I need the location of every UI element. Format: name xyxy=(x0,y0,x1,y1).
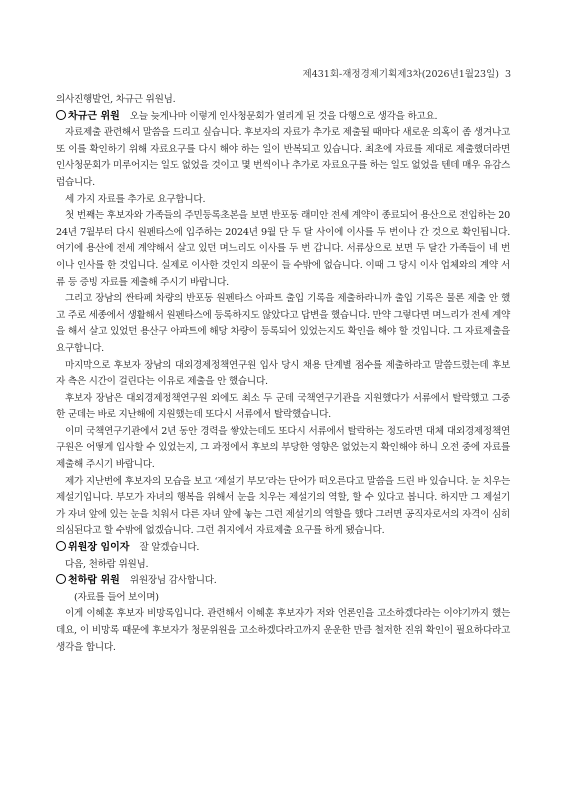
speech-text: 잘 알겠습니다. xyxy=(139,542,200,554)
page-number: 3 xyxy=(504,69,511,80)
paragraph: 의사진행발언, 차규근 위원님. xyxy=(56,94,176,105)
paragraph: 다음, 천하람 위원님. xyxy=(65,558,149,570)
paragraph: 그리고 장남의 싼타페 차량의 반포동 원펜타스 아파트 출입 기록을 제출하라니까 출입 기록은 물론 제출 안 했고 주로 세종에서 생활해서 원펜타스에 등록하지도 않았다고 답변을 했습니다. 만약 그렇다면 며느리가 전세 계약을 해서 살고 있었던 용산구 아파트에 해당 차량이 등록되어 있었는지도 확인을 해야 할 것입니다. 그 자료제출을 요구합니다. xyxy=(56,293,511,354)
speaker-circle-icon xyxy=(56,110,66,120)
paragraph: 이게 이혜훈 후보자 비망록입니다. 관련해서 이혜훈 후보자가 저와 언론인을 고소하겠다라는 이야기까지 했는데요, 이 비망록 때문에 후보자가 청문위원을 고소하겠다라고까지 운운한 만큼 철저한 진위 확인이 필요하다라고 생각을 합니다. xyxy=(56,608,510,653)
stage-direction: (자료를 들어 보이며) xyxy=(74,591,159,603)
speech-block xyxy=(56,109,510,126)
paragraph: 첫 번째는 후보자와 가족들의 주민등록초본을 보면 반포동 래미안 전세 계약이 종료되어 용산으로 전입하는 2024년 7월부터 다시 원펜타스에 입주하는 2024년 9월 단 두 달 사이에 이사를 두 번이나 간 것으로 확인됩니다. 여기에 용산에 전세 계약해서 살고 있던 며느리도 이사를 두 번 갑니다. 서류상으로 보면 두 달간 가족들이 네 번이나 인사를 한 것입니다. 실제로 이사한 것인지 의문이 들 수밖에 없습니다. 이때 그 당시 이사 업체와의 계약 서류 등 증빙 자료를 제출해 주시기 바랍니다. xyxy=(56,210,510,288)
paragraph: 제가 지난번에 후보자의 모습을 보고 ‘제설기 부모’라는 단어가 떠오른다고 말씀을 드린 바 있습니다. 눈 치우는 제설기입니다. 부모가 자녀의 행복을 위해서 눈을 치우는 제설기의 역할, 할 수 있다고 봅니다. 하지만 그 제설기가 자녀 앞에 있는 눈을 치워서 다른 자녀 앞에 놓는 그런 제설기의 역할을 했다 그러면 공직자로서의 자격이 심히 의심된다고 할 수밖에 없겠습니다. 그런 취지에서 자료제출 요구를 하게 됐습니다. xyxy=(56,475,510,537)
page-header xyxy=(303,66,511,80)
transcript-body xyxy=(56,92,510,656)
speech-text: 위원장님 감사합니다. xyxy=(129,575,217,587)
speech-text: 오늘 늦게나마 이렇게 인사청문회가 열리게 된 것을 다행으로 생각을 하고요. xyxy=(129,110,438,122)
session-title: 제431회-재정경제기획제3차(2026년1월23일) xyxy=(302,69,499,80)
speaker-name: 위원장 임이자 xyxy=(68,542,130,554)
speaker-circle-icon xyxy=(56,574,66,584)
speaker-name: 차규근 위원 xyxy=(68,110,120,122)
paragraph: 이미 국책연구기관에서 2년 동안 경력을 쌓았는데도 또다시 서류에서 탈락하는 정도라면 대체 대외경제정책연구원은 어떻게 입사할 수 있었는지, 그 과정에서 후보의 부당한 영향은 없었는지 확인해야 하니 오전 중에 자료를 제출해 주시기 바랍니다. xyxy=(56,425,510,471)
speaker-circle-icon xyxy=(56,541,66,551)
speech-block xyxy=(56,540,510,557)
paragraph: 자료제출 관련해서 말씀을 드리고 싶습니다. 후보자의 자료가 추가로 제출될 때마다 새로운 의혹이 좀 생겨나고 또 이를 확인하기 위해 자료요구를 다시 해야 하는 일이 반복되고 있습니다. 최초에 자료를 제대로 제출했더라면 인사청문회가 미루어지는 일도 없었을 것이고 몇 번씩이나 추가로 자료요구를 하는 일도 없었을 텐데 매우 유감스럽습니다. xyxy=(56,127,511,188)
speaker-name: 천하람 위원 xyxy=(68,575,120,587)
speech-block xyxy=(56,573,510,590)
paragraph: 세 가지 자료를 추가로 요구합니다. xyxy=(65,193,206,205)
paragraph: 마지막으로 후보자 장남의 대외경제정책연구원 입사 당시 채용 단계별 점수를 제출하라고 말씀드렸는데 후보자 측은 시간이 걸린다는 이유로 제출을 안 했습니다. xyxy=(56,359,510,388)
paragraph: 후보자 장남은 대외경제정책연구원 외에도 최소 두 군데 국책연구기관을 지원했다가 서류에서 탈락했고 그중 한 군데는 바로 지난해에 지원했는데 또다시 서류에서 탈락했습니다. xyxy=(56,392,510,421)
